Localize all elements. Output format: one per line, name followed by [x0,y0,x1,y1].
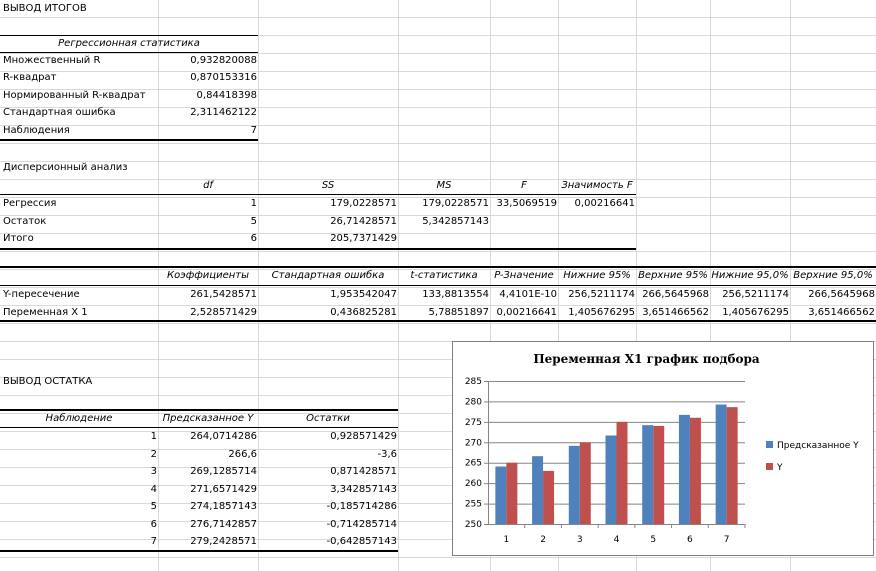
bar-series-2 [580,442,591,524]
regression-stat-label[interactable]: Наблюдения [3,124,70,136]
y-tick-label: 260 [464,479,482,490]
legend-label: Y [777,463,783,473]
coef-value[interactable]: 266,5645968 [808,289,875,300]
summary-title[interactable]: ВЫВОД ИТОГОВ [3,3,87,14]
coef-value[interactable]: 0,436825281 [330,306,397,318]
residual-value[interactable]: 4 [150,483,157,495]
regression-stat-label[interactable]: Нормированный R-квадрат [3,89,146,101]
bar-series-1 [569,446,580,524]
anova-value[interactable]: 33,5069519 [496,198,557,209]
regression-stat-label[interactable]: Стандартная ошибка [3,107,116,119]
residual-header[interactable]: Наблюдение [45,413,113,424]
y-tick-label: 280 [464,397,482,408]
residual-value[interactable]: 6 [150,518,157,530]
residual-value[interactable]: 0,871428571 [330,466,397,477]
residual-value[interactable]: 5 [150,501,157,512]
coef-value[interactable]: 5,78851897 [428,306,489,318]
residual-header[interactable]: Предсказанное Y [162,413,254,424]
regression-stat-value[interactable]: 0,870153316 [190,72,257,84]
anova-row-label[interactable]: Регрессия [3,198,57,209]
regression-stat-value[interactable]: 0,932820088 [190,55,257,66]
legend-swatch [766,441,773,448]
coef-header[interactable]: Стандартная ошибка [271,270,385,281]
anova-value[interactable]: 5,342857143 [422,215,489,227]
residual-value[interactable]: 266,6 [228,448,257,460]
anova-header[interactable]: SS [321,180,335,191]
coef-header[interactable]: P-Значение [494,270,554,281]
anova-row-label[interactable]: Итого [3,233,34,244]
x-tick-label: 2 [540,535,546,545]
x-tick-label: 5 [650,535,657,545]
chart-title: Переменная X1 график подбора [533,352,760,366]
coef-header[interactable]: Верхние 95,0% [793,270,873,281]
anova-value[interactable]: 205,7371429 [330,233,397,244]
bar-series-2 [617,422,628,524]
coef-value[interactable]: 4,4101E-10 [499,289,557,300]
anova-row-label[interactable]: Остаток [3,215,47,227]
residual-value[interactable]: 264,0714286 [190,431,257,442]
regression-stat-value[interactable]: 2,311462122 [190,107,257,119]
residual-value[interactable]: -0,185714286 [326,501,397,512]
coef-row-label[interactable]: Y-пересечение [3,289,80,300]
anova-header[interactable]: F [521,180,527,191]
legend-swatch [766,463,773,470]
anova-value[interactable]: 0,00216641 [574,198,635,209]
regression-stat-label[interactable]: R-квадрат [3,72,57,84]
legend-label: Предсказанное Y [777,441,859,451]
residual-value[interactable]: 1 [150,431,157,442]
regression-stat-value[interactable]: 0,84418398 [196,89,257,101]
regression-stat-label[interactable]: Множественный R [3,55,101,66]
bar-series-2 [506,463,517,524]
residual-value[interactable]: 2 [150,448,157,460]
coef-value[interactable]: 3,651466562 [642,306,709,318]
coef-value[interactable]: 1,953542047 [330,289,397,300]
residual-header[interactable]: Остатки [306,413,350,424]
bar-series-1 [532,456,543,524]
y-tick-label: 255 [464,499,482,510]
coef-value[interactable]: 0,00216641 [496,306,557,318]
anova-header[interactable]: MS [436,180,452,191]
coef-header[interactable]: Нижние 95,0% [711,270,789,281]
x-tick-label: 1 [503,535,510,545]
coef-value[interactable]: 133,8813554 [422,289,489,300]
anova-value[interactable]: 179,0228571 [422,198,489,209]
regression-stats-header[interactable]: Регрессионная статистика [58,38,200,49]
residual-value[interactable]: 279,2428571 [190,536,257,547]
anova-header[interactable]: Значимость F [561,180,633,191]
bar-series-2 [727,407,738,524]
residual-value[interactable]: 3 [150,466,157,477]
anova-value[interactable]: 179,0228571 [330,198,397,209]
coef-value[interactable]: 266,5645968 [642,289,709,300]
coef-header[interactable]: t-статистика [410,270,478,281]
coef-value[interactable]: 1,405676295 [568,306,635,318]
residual-value[interactable]: -0,642857143 [326,536,397,547]
coef-value[interactable]: 261,5428571 [190,289,257,300]
anova-title[interactable]: Дисперсионный анализ [3,162,128,173]
bar-series-2 [543,471,554,524]
coef-header[interactable]: Коэффициенты [166,270,250,281]
coef-value[interactable]: 1,405676295 [722,306,789,318]
x-tick-label: 6 [687,535,693,545]
coef-header[interactable]: Нижние 95% [563,270,631,281]
fit-chart-svg [453,342,875,557]
coef-value[interactable]: 256,5211174 [722,289,789,300]
residual-value[interactable]: 0,928571429 [330,431,397,442]
bar-series-1 [679,415,690,524]
residual-value[interactable]: 7 [150,536,157,547]
x-tick-label: 4 [613,535,620,545]
coef-value[interactable]: 256,5211174 [568,289,635,300]
residual-value[interactable]: 276,7142857 [190,518,257,530]
coef-header[interactable]: Верхние 95% [638,270,708,281]
coef-value[interactable]: 2,528571429 [190,306,257,318]
residuals-title[interactable]: ВЫВОД ОСТАТКА [3,376,93,387]
x-tick-label: 7 [723,535,730,545]
anova-value[interactable]: 1 [250,198,257,209]
coef-value[interactable]: 3,651466562 [808,306,875,318]
anova-value[interactable]: 5 [250,215,257,227]
y-tick-label: 285 [464,377,482,387]
y-tick-label: 275 [464,417,482,428]
residual-value[interactable]: 269,1285714 [190,466,257,477]
bar-series-2 [653,426,664,524]
y-tick-label: 265 [464,458,482,469]
residual-value[interactable]: 271,6571429 [190,483,257,495]
anova-value[interactable]: 6 [250,233,257,244]
anova-header[interactable]: df [203,180,213,191]
y-tick-label: 250 [464,520,482,530]
residual-value[interactable]: 3,342857143 [330,483,397,495]
fit-chart[interactable] [452,341,874,556]
x-tick-label: 3 [576,535,583,545]
bar-series-1 [495,467,506,524]
bar-series-1 [716,405,727,524]
anova-value[interactable]: 26,71428571 [330,215,397,227]
bar-series-2 [690,418,701,524]
coef-row-label[interactable]: Переменная X 1 [3,306,88,318]
residual-value[interactable]: -3,6 [377,448,397,460]
bar-series-1 [606,436,617,524]
bar-series-1 [642,425,653,524]
residual-value[interactable]: 274,1857143 [190,501,257,512]
residual-value[interactable]: -0,714285714 [326,518,397,530]
y-tick-label: 270 [464,438,482,449]
regression-stat-value[interactable]: 7 [250,124,257,136]
